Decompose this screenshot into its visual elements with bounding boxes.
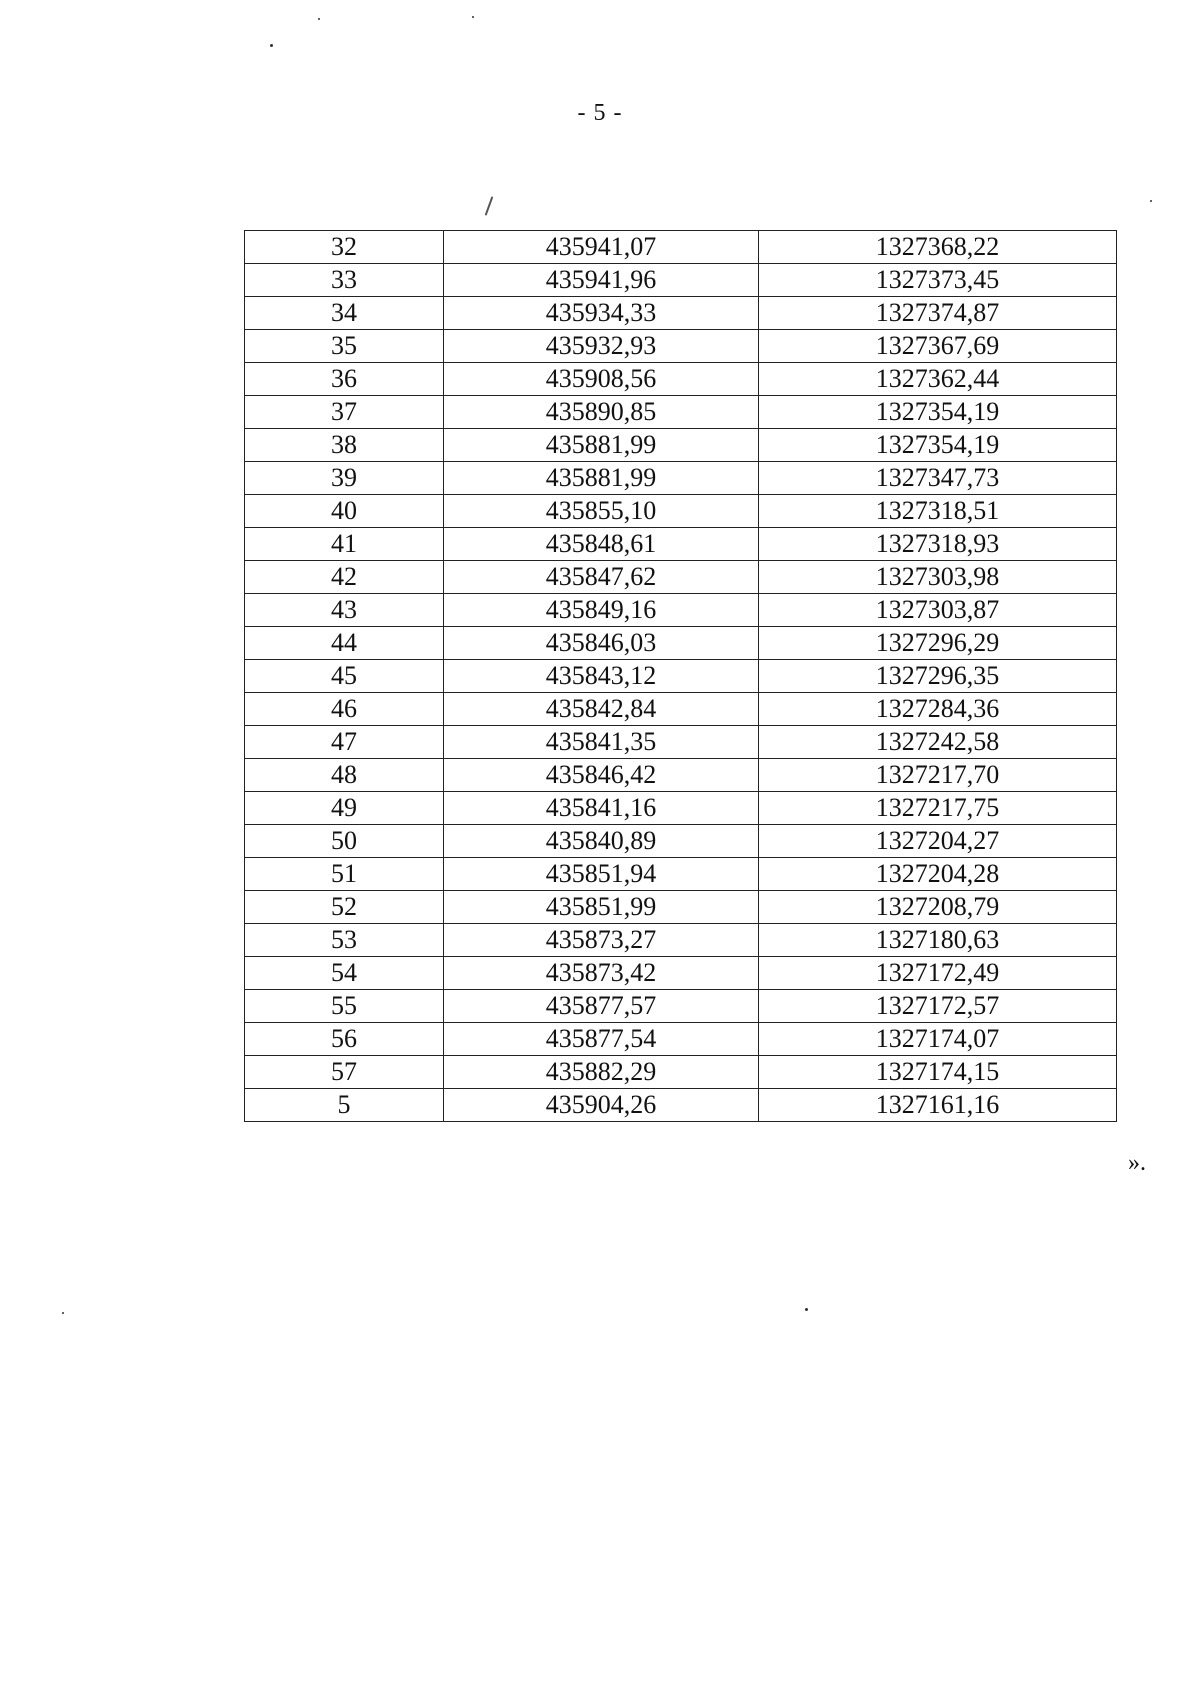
table-row xyxy=(245,1056,1117,1089)
y-coordinate-cell: 1327161,16 xyxy=(759,1089,1117,1122)
table-row xyxy=(245,1023,1117,1056)
y-coordinate-cell: 1327362,44 xyxy=(759,363,1117,396)
point-number-cell: 37 xyxy=(245,396,444,429)
coordinates-table-body xyxy=(245,231,1117,1122)
table-row xyxy=(245,495,1117,528)
y-coordinate-cell: 1327217,70 xyxy=(759,759,1117,792)
y-coordinate-cell: 1327318,93 xyxy=(759,528,1117,561)
point-number-cell: 50 xyxy=(245,825,444,858)
y-coordinate-cell: 1327172,49 xyxy=(759,957,1117,990)
point-number-cell: 45 xyxy=(245,660,444,693)
y-coordinate-cell: 1327373,45 xyxy=(759,264,1117,297)
x-coordinate-cell: 435890,85 xyxy=(444,396,759,429)
x-coordinate-cell: 435908,56 xyxy=(444,363,759,396)
point-number-cell: 35 xyxy=(245,330,444,363)
y-coordinate-cell: 1327354,19 xyxy=(759,429,1117,462)
y-coordinate-cell: 1327204,27 xyxy=(759,825,1117,858)
point-number-cell: 33 xyxy=(245,264,444,297)
table-row xyxy=(245,363,1117,396)
table-row xyxy=(245,693,1117,726)
y-coordinate-cell: 1327242,58 xyxy=(759,726,1117,759)
table-row xyxy=(245,264,1117,297)
x-coordinate-cell: 435855,10 xyxy=(444,495,759,528)
table-row xyxy=(245,528,1117,561)
y-coordinate-cell: 1327296,29 xyxy=(759,627,1117,660)
point-number-cell: 5 xyxy=(245,1089,444,1122)
x-coordinate-cell: 435851,99 xyxy=(444,891,759,924)
x-coordinate-cell: 435941,07 xyxy=(444,231,759,264)
point-number-cell: 36 xyxy=(245,363,444,396)
table-row xyxy=(245,990,1117,1023)
scan-speck xyxy=(1150,200,1152,202)
x-coordinate-cell: 435849,16 xyxy=(444,594,759,627)
x-coordinate-cell: 435843,12 xyxy=(444,660,759,693)
scan-speck xyxy=(270,44,273,47)
scan-speck xyxy=(472,16,474,18)
table-row xyxy=(245,1089,1117,1122)
point-number-cell: 34 xyxy=(245,297,444,330)
point-number-cell: 40 xyxy=(245,495,444,528)
x-coordinate-cell: 435881,99 xyxy=(444,429,759,462)
table-row xyxy=(245,825,1117,858)
table-row xyxy=(245,759,1117,792)
table-row xyxy=(245,924,1117,957)
table-row xyxy=(245,330,1117,363)
x-coordinate-cell: 435851,94 xyxy=(444,858,759,891)
point-number-cell: 55 xyxy=(245,990,444,1023)
point-number-cell: 46 xyxy=(245,693,444,726)
point-number-cell: 43 xyxy=(245,594,444,627)
point-number-cell: 47 xyxy=(245,726,444,759)
x-coordinate-cell: 435841,35 xyxy=(444,726,759,759)
x-coordinate-cell: 435873,27 xyxy=(444,924,759,957)
y-coordinate-cell: 1327284,36 xyxy=(759,693,1117,726)
x-coordinate-cell: 435932,93 xyxy=(444,330,759,363)
point-number-cell: 38 xyxy=(245,429,444,462)
table-row xyxy=(245,561,1117,594)
y-coordinate-cell: 1327347,73 xyxy=(759,462,1117,495)
y-coordinate-cell: 1327354,19 xyxy=(759,396,1117,429)
y-coordinate-cell: 1327367,69 xyxy=(759,330,1117,363)
point-number-cell: 41 xyxy=(245,528,444,561)
point-number-cell: 57 xyxy=(245,1056,444,1089)
table-row xyxy=(245,627,1117,660)
x-coordinate-cell: 435846,03 xyxy=(444,627,759,660)
table-row xyxy=(245,858,1117,891)
table-row xyxy=(245,726,1117,759)
table-row xyxy=(245,660,1117,693)
y-coordinate-cell: 1327172,57 xyxy=(759,990,1117,1023)
x-coordinate-cell: 435847,62 xyxy=(444,561,759,594)
x-coordinate-cell: 435846,42 xyxy=(444,759,759,792)
point-number-cell: 53 xyxy=(245,924,444,957)
y-coordinate-cell: 1327180,63 xyxy=(759,924,1117,957)
x-coordinate-cell: 435841,16 xyxy=(444,792,759,825)
table-row xyxy=(245,396,1117,429)
x-coordinate-cell: 435882,29 xyxy=(444,1056,759,1089)
x-coordinate-cell: 435941,96 xyxy=(444,264,759,297)
x-coordinate-cell: 435848,61 xyxy=(444,528,759,561)
page-number: - 5 - xyxy=(577,100,623,126)
point-number-cell: 52 xyxy=(245,891,444,924)
y-coordinate-cell: 1327318,51 xyxy=(759,495,1117,528)
table-row xyxy=(245,891,1117,924)
x-coordinate-cell: 435877,57 xyxy=(444,990,759,1023)
x-coordinate-cell: 435904,26 xyxy=(444,1089,759,1122)
point-number-cell: 54 xyxy=(245,957,444,990)
coordinates-table xyxy=(244,230,1117,1122)
y-coordinate-cell: 1327217,75 xyxy=(759,792,1117,825)
point-number-cell: 51 xyxy=(245,858,444,891)
closing-quote: ». xyxy=(1128,1150,1146,1176)
y-coordinate-cell: 1327303,87 xyxy=(759,594,1117,627)
x-coordinate-cell: 435842,84 xyxy=(444,693,759,726)
table-row xyxy=(245,429,1117,462)
x-coordinate-cell: 435881,99 xyxy=(444,462,759,495)
y-coordinate-cell: 1327208,79 xyxy=(759,891,1117,924)
y-coordinate-cell: 1327174,15 xyxy=(759,1056,1117,1089)
point-number-cell: 48 xyxy=(245,759,444,792)
point-number-cell: 56 xyxy=(245,1023,444,1056)
y-coordinate-cell: 1327368,22 xyxy=(759,231,1117,264)
scan-speck xyxy=(62,1312,64,1314)
table-row xyxy=(245,231,1117,264)
table-row xyxy=(245,462,1117,495)
scan-speck xyxy=(805,1308,808,1311)
x-coordinate-cell: 435877,54 xyxy=(444,1023,759,1056)
y-coordinate-cell: 1327303,98 xyxy=(759,561,1117,594)
point-number-cell: 32 xyxy=(245,231,444,264)
table-row xyxy=(245,792,1117,825)
x-coordinate-cell: 435873,42 xyxy=(444,957,759,990)
point-number-cell: 44 xyxy=(245,627,444,660)
scan-speck xyxy=(318,18,320,20)
x-coordinate-cell: 435934,33 xyxy=(444,297,759,330)
y-coordinate-cell: 1327174,07 xyxy=(759,1023,1117,1056)
y-coordinate-cell: 1327374,87 xyxy=(759,297,1117,330)
point-number-cell: 39 xyxy=(245,462,444,495)
point-number-cell: 49 xyxy=(245,792,444,825)
y-coordinate-cell: 1327296,35 xyxy=(759,660,1117,693)
table-row xyxy=(245,957,1117,990)
scan-speck xyxy=(485,196,494,215)
y-coordinate-cell: 1327204,28 xyxy=(759,858,1117,891)
x-coordinate-cell: 435840,89 xyxy=(444,825,759,858)
table-row xyxy=(245,594,1117,627)
table-row xyxy=(245,297,1117,330)
point-number-cell: 42 xyxy=(245,561,444,594)
